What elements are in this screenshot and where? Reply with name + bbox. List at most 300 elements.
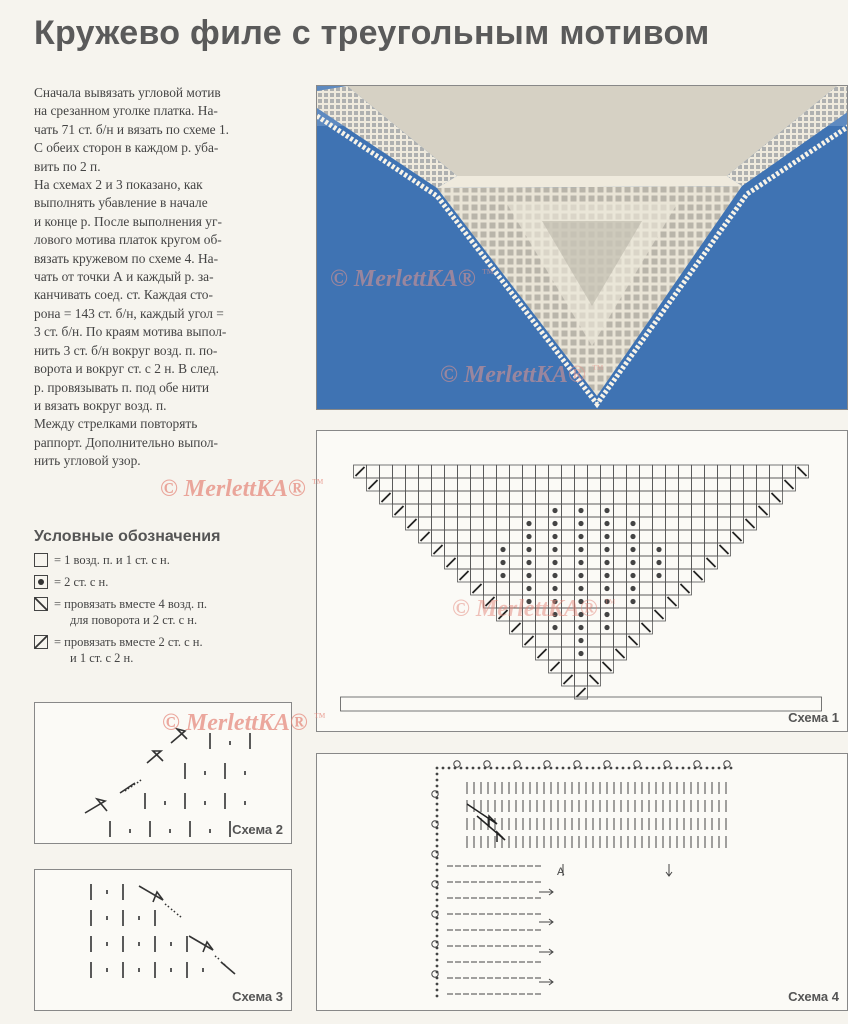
chart-dot: [656, 547, 661, 552]
chart-cell: [627, 491, 640, 504]
chart-decrease-mark: [369, 480, 378, 489]
chart-chain: [628, 767, 631, 770]
chart-cell: [627, 504, 640, 517]
chart-cell: [601, 465, 614, 478]
chart-chain: [436, 839, 439, 842]
chart-chain: [538, 767, 541, 770]
chart-picot: [724, 761, 730, 767]
instruction-line: нить угловой узор.: [34, 453, 141, 469]
chart-cell: [627, 608, 640, 621]
chart-cell: [510, 504, 523, 517]
chart-cell: [458, 504, 471, 517]
chart-decrease-mark: [590, 675, 599, 684]
chart-cell: [653, 582, 666, 595]
chart-cell: [406, 465, 419, 478]
chart-chain: [676, 767, 679, 770]
scheme-4-chart: [317, 754, 847, 1010]
chart-cell: [562, 517, 575, 530]
chart-chain: [436, 773, 439, 776]
chart-cell: [497, 595, 510, 608]
chart-dot: [526, 586, 531, 591]
chart-cell: [497, 517, 510, 530]
chart-chain: [436, 875, 439, 878]
chart-chain: [592, 767, 595, 770]
chart-cell: [783, 465, 796, 478]
chart-cell: [445, 543, 458, 556]
chart-dot: [656, 560, 661, 565]
chart-chain: [466, 767, 469, 770]
chart-picot: [634, 761, 640, 767]
chart-decrease-mark: [668, 597, 677, 606]
chart-chain: [436, 929, 439, 932]
chart-chain: [568, 767, 571, 770]
chart-chain: [436, 881, 439, 884]
chart-cell: [614, 634, 627, 647]
chart-dot: [578, 586, 583, 591]
chart-decrease-mark: [772, 493, 781, 502]
chart-cell: [731, 504, 744, 517]
chart-cell: [393, 465, 406, 478]
lace-photo: [316, 85, 848, 410]
chart-dot: [578, 508, 583, 513]
scheme-1-chart: [317, 431, 847, 731]
chart-chain: [658, 767, 661, 770]
chart-cell: [562, 608, 575, 621]
chart-decrease-mark: [499, 610, 508, 619]
chart-cell: [536, 621, 549, 634]
chart-cell: [549, 478, 562, 491]
chart-dot: [604, 547, 609, 552]
chart-cell: [484, 543, 497, 556]
chart-cell: [510, 465, 523, 478]
chart-cell: [510, 530, 523, 543]
chart-chain: [664, 767, 667, 770]
chart-cell: [471, 517, 484, 530]
chart-chain: [514, 767, 517, 770]
chart-dot: [604, 560, 609, 565]
chart-chain: [436, 965, 439, 968]
chart-cell: [432, 465, 445, 478]
instruction-line: раппорт. Дополнительно выпол-: [34, 434, 219, 450]
instruction-line: нить 3 ст. б/н вокруг возд. п. по-: [34, 342, 218, 358]
chart-decrease-mark: [603, 662, 612, 671]
chart-decrease-mark: [733, 532, 742, 541]
chart-cell: [523, 608, 536, 621]
chart-cell: [536, 465, 549, 478]
chart-chain: [502, 767, 505, 770]
chart-cell: [536, 543, 549, 556]
chart-dot: [578, 599, 583, 604]
chart-dot: [630, 560, 635, 565]
chart-chain: [442, 767, 445, 770]
chart-chain: [646, 767, 649, 770]
chart-cell: [692, 478, 705, 491]
chart-cell: [640, 543, 653, 556]
chart-cell: [640, 491, 653, 504]
chart-chain: [436, 833, 439, 836]
chart-cell: [471, 569, 484, 582]
chart-cell: [549, 634, 562, 647]
chart-cell: [458, 543, 471, 556]
chart-cell: [705, 465, 718, 478]
chart-cell: [666, 543, 679, 556]
chart-cell: [744, 504, 757, 517]
chart-dot: [526, 534, 531, 539]
chart-chain: [574, 767, 577, 770]
watermark: © MerlettKA® ™: [330, 266, 494, 292]
chart-cell: [679, 556, 692, 569]
chart-cell: [692, 504, 705, 517]
chart-cell: [510, 608, 523, 621]
chart-decrease-mark: [512, 623, 521, 632]
chart-chain: [640, 767, 643, 770]
chart-chain: [436, 821, 439, 824]
chart-cell: [432, 517, 445, 530]
chart-picot: [484, 761, 490, 767]
chart-chain: [436, 887, 439, 890]
chart-decrease-mark: [525, 636, 534, 645]
instruction-line: вязать кружевом по схеме 4. На-: [34, 250, 219, 266]
chart-cell: [653, 504, 666, 517]
chart-cell: [666, 504, 679, 517]
instruction-line: и конце р. После выполнения уг-: [34, 213, 222, 229]
chart-cell: [549, 465, 562, 478]
chart-cell: [419, 504, 432, 517]
legend-item: [34, 574, 314, 590]
chart-cell: [770, 478, 783, 491]
watermark: © MerlettKA® ™: [160, 476, 324, 502]
chart-cell: [718, 517, 731, 530]
chart-cell: [575, 491, 588, 504]
chart-dot: [552, 599, 557, 604]
chart-chain: [436, 791, 439, 794]
chart-decrease-mark: [564, 675, 573, 684]
chart-chain: [436, 923, 439, 926]
chart-chain: [436, 989, 439, 992]
chart-cell: [510, 543, 523, 556]
chart-cell: [679, 517, 692, 530]
chart-cell: [484, 556, 497, 569]
chart-cell: [484, 530, 497, 543]
chart-chain: [448, 767, 451, 770]
chart-cell: [653, 478, 666, 491]
chart-cell: [692, 530, 705, 543]
chart-cell: [419, 491, 432, 504]
chart-cell: [718, 478, 731, 491]
chart-decrease-mark: [382, 493, 391, 502]
chart-dot: [604, 521, 609, 526]
chart-cell: [523, 504, 536, 517]
chart-cell: [406, 478, 419, 491]
chart-dot: [604, 612, 609, 617]
chart-picot: [574, 761, 580, 767]
chart-cell: [562, 569, 575, 582]
chart-decrease-mark: [655, 610, 664, 619]
chart-cell: [757, 491, 770, 504]
chart-dot: [656, 573, 661, 578]
chart-dot: [578, 534, 583, 539]
chart-cell: [523, 465, 536, 478]
chart-cell: [653, 517, 666, 530]
chart-cell: [510, 517, 523, 530]
chart-cell: [445, 478, 458, 491]
instruction-line: ворота и вокруг ст. с 2 н. В след.: [34, 361, 219, 377]
chart-cell: [640, 569, 653, 582]
chart-cell: [588, 634, 601, 647]
chart-cell: [640, 582, 653, 595]
chart-chain: [622, 767, 625, 770]
instruction-line: На схемах 2 и 3 показано, как: [34, 177, 203, 193]
chart-cell: [471, 556, 484, 569]
chart-cell: [666, 517, 679, 530]
scheme-3-panel: [34, 869, 292, 1011]
legend-item: [34, 552, 314, 568]
chart-chain: [436, 977, 439, 980]
chart-cell: [705, 491, 718, 504]
chart-chain: [712, 767, 715, 770]
chart-dot: [578, 612, 583, 617]
legend-item-text-continued: и 1 ст. с 2 н.: [70, 651, 134, 665]
chart-decrease-mark: [577, 688, 586, 697]
chart-cell: [627, 478, 640, 491]
watermark: © MerlettKA® ™: [162, 710, 326, 736]
chart-cell: [653, 595, 666, 608]
chart-chain: [436, 797, 439, 800]
chart-cell: [588, 465, 601, 478]
instruction-line: вить по 2 п.: [34, 158, 101, 174]
chart-cell: [510, 582, 523, 595]
chart-cell: [744, 478, 757, 491]
legend-item: [34, 596, 314, 628]
chart-cell: [458, 556, 471, 569]
chart-cell: [640, 608, 653, 621]
backslash-square-icon: [34, 597, 48, 611]
chart-chain: [436, 953, 439, 956]
chart-chain: [436, 767, 439, 770]
chart-cell: [458, 491, 471, 504]
chart-chain: [532, 767, 535, 770]
chart-cell: [510, 478, 523, 491]
chart-chain: [436, 779, 439, 782]
chart-dot: [500, 547, 505, 552]
chart-cell: [393, 478, 406, 491]
chart-cell: [614, 569, 627, 582]
instruction-line: чать от точки А и каждый р. за-: [34, 269, 214, 285]
chart-dot: [604, 599, 609, 604]
chart-cell: [614, 478, 627, 491]
chart-cell: [588, 595, 601, 608]
chart-cell: [705, 543, 718, 556]
chart-cell: [510, 569, 523, 582]
chart-cell: [705, 530, 718, 543]
chart-cell: [458, 478, 471, 491]
watermark: © MerlettKA® ™: [440, 362, 604, 388]
chart-dot: [526, 560, 531, 565]
chart-chain: [616, 767, 619, 770]
chart-chain: [610, 767, 613, 770]
chart-dot: [630, 599, 635, 604]
chart-cell: [510, 556, 523, 569]
chart-cell: [471, 504, 484, 517]
chart-decrease-mark: [434, 545, 443, 554]
chart-decrease-mark: [642, 623, 651, 632]
chart-chain: [436, 995, 439, 998]
chart-chain: [436, 815, 439, 818]
chart-cell: [536, 582, 549, 595]
chart-dot: [500, 560, 505, 565]
instruction-line: 3 ст. б/н. По краям мотива выпол-: [34, 324, 227, 340]
slash-square-icon: [34, 635, 48, 649]
chart-cell: [640, 595, 653, 608]
legend-item-text: = 1 возд. п. и 1 ст. с н.: [54, 553, 170, 567]
chart-cell: [653, 465, 666, 478]
chart-cell: [562, 465, 575, 478]
chart-cell: [484, 517, 497, 530]
chart-cell: [367, 465, 380, 478]
chart-decrease-mark: [395, 506, 404, 515]
chart-cell: [445, 530, 458, 543]
chart-chain: [436, 845, 439, 848]
chart-cell: [497, 465, 510, 478]
chart-chain: [706, 767, 709, 770]
chart-cell: [458, 517, 471, 530]
chart-cell: [471, 530, 484, 543]
chart-cell: [484, 465, 497, 478]
legend-item-text-continued: для поворота и 2 ст. с н.: [70, 613, 198, 627]
chart-cell: [588, 478, 601, 491]
chart-cell: [614, 582, 627, 595]
chart-chain: [436, 911, 439, 914]
chart-cell: [588, 582, 601, 595]
chart-cell: [523, 478, 536, 491]
chart-cell: [679, 491, 692, 504]
chart-chain: [634, 767, 637, 770]
chart-cell: [536, 530, 549, 543]
chart-dot: [552, 534, 557, 539]
chart-cell: [458, 530, 471, 543]
chart-cell: [588, 504, 601, 517]
chart-cell: [406, 491, 419, 504]
chart-dot: [552, 625, 557, 630]
chart-dot: [630, 521, 635, 526]
chart-cell: [484, 504, 497, 517]
instruction-line: чать 71 ст. б/н и вязать по схеме 1.: [34, 121, 230, 137]
chart-cell: [575, 673, 588, 686]
chart-cell: [575, 465, 588, 478]
chart-cell: [588, 491, 601, 504]
chart-cell: [731, 491, 744, 504]
chart-chain: [544, 767, 547, 770]
chart-cell: [432, 478, 445, 491]
chart-cell: [679, 569, 692, 582]
chart-cell: [510, 491, 523, 504]
chart-cell: [432, 491, 445, 504]
point-a-label: А: [557, 866, 565, 878]
chart-cell: [679, 504, 692, 517]
scheme-3-caption: Схема 3: [232, 989, 283, 1004]
chart-cell: [536, 634, 549, 647]
chart-cell: [562, 582, 575, 595]
legend-item: [34, 634, 314, 666]
chart-chain: [520, 767, 523, 770]
chart-cell: [406, 504, 419, 517]
instruction-line: выполнять убавление в начале: [34, 195, 208, 211]
chart-chain: [454, 767, 457, 770]
chart-cell: [549, 647, 562, 660]
chart-cell: [562, 543, 575, 556]
chart-chain: [436, 863, 439, 866]
chart-chain: [436, 827, 439, 830]
chart-chain: [730, 767, 733, 770]
chart-cell: [614, 556, 627, 569]
chart-dot: [604, 534, 609, 539]
chart-cell: [419, 478, 432, 491]
chart-chain: [436, 893, 439, 896]
chart-cell: [445, 504, 458, 517]
chart-cell: [549, 491, 562, 504]
chart-cell: [601, 647, 614, 660]
chart-cell: [614, 543, 627, 556]
chart-decrease-mark: [616, 649, 625, 658]
chart-cell: [731, 478, 744, 491]
chart-dot: [630, 534, 635, 539]
scheme-1-panel: [316, 430, 848, 732]
chart-cell: [562, 634, 575, 647]
chart-cell: [627, 465, 640, 478]
chart-chain: [652, 767, 655, 770]
chart-picot: [664, 761, 670, 767]
chart-chain: [484, 767, 487, 770]
chart-chain: [670, 767, 673, 770]
chart-cell: [575, 478, 588, 491]
chart-cell: [536, 517, 549, 530]
chart-cell: [627, 621, 640, 634]
chart-chain: [604, 767, 607, 770]
chart-chain: [550, 767, 553, 770]
chart-decrease-mark: [421, 532, 430, 541]
instruction-line: р. провязывать п. под обе нити: [34, 379, 210, 395]
chart-cell: [432, 530, 445, 543]
chart-decrease-mark: [538, 649, 547, 658]
chart-dot: [578, 625, 583, 630]
instructions-text: [34, 84, 296, 471]
chart-chain: [718, 767, 721, 770]
chart-cell: [588, 647, 601, 660]
chart-dot: [630, 547, 635, 552]
chart-cell: [679, 530, 692, 543]
chart-cell: [575, 660, 588, 673]
chart-cell: [640, 556, 653, 569]
chart-cell: [419, 465, 432, 478]
chart-cell: [484, 491, 497, 504]
chart-decrease-mark: [356, 467, 365, 476]
chart-cell: [536, 491, 549, 504]
chart-cell: [601, 634, 614, 647]
chart-dot: [500, 573, 505, 578]
chart-cell: [523, 491, 536, 504]
chart-cell: [614, 595, 627, 608]
chart-cell: [497, 478, 510, 491]
chart-cell: [471, 478, 484, 491]
chart-dot: [578, 547, 583, 552]
chart-cell: [640, 478, 653, 491]
chart-cell: [718, 465, 731, 478]
chart-chain: [436, 935, 439, 938]
chart-cell: [380, 465, 393, 478]
legend-item-text: = провязать вместе 4 возд. п.: [54, 597, 208, 611]
chart-dot: [552, 560, 557, 565]
chart-cell: [705, 504, 718, 517]
